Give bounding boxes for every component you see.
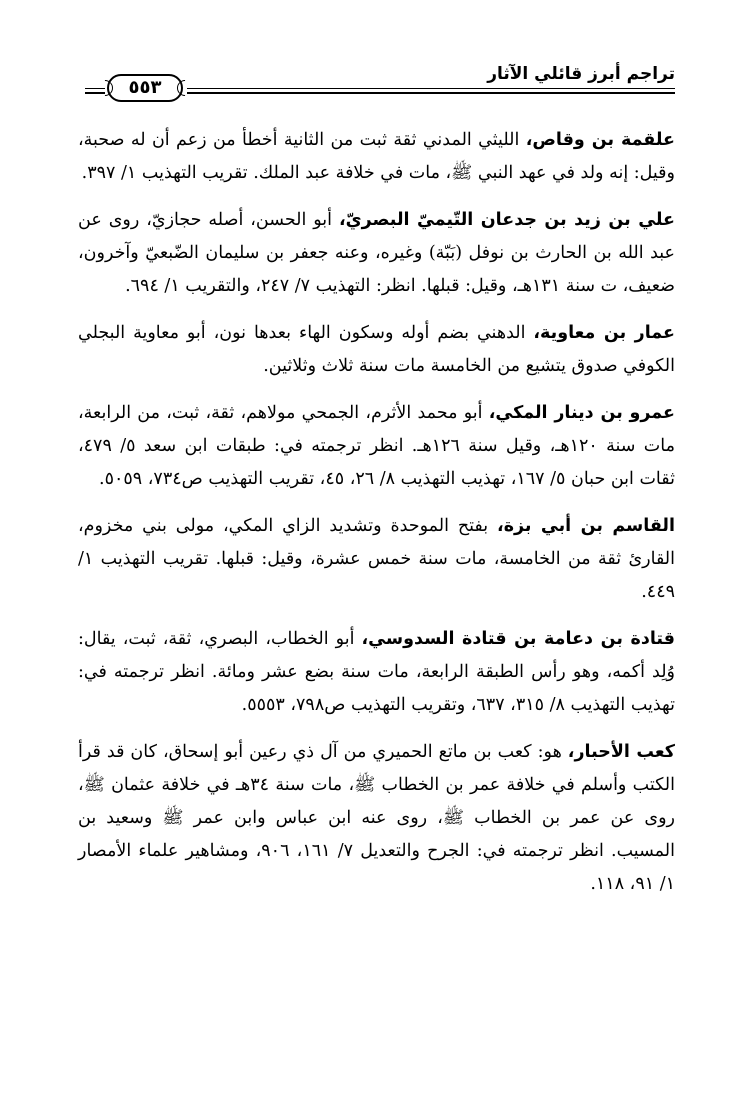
entry-name: علقمة بن وقاص، [525,130,675,150]
biography-entry [78,124,675,190]
entry-text: بفتح الموحدة وتشديد الزاي المكي، مولى بني مخزوم، القارئ ثقة من الخامسة، مات سنة خمس عشرة، وقيل: قبلها. تقريب التهذيب ١/ ٤٤٩. [78,516,675,602]
biography-list [78,124,675,915]
entry-name: علي بن زيد بن جدعان التّيميّ البصريّ، [338,210,675,230]
biography-entry [78,317,675,383]
entry-name: القاسم بن أبي بزة، [497,516,675,536]
entry-text: أبو الحسن، أصله حجازيّ، روى عن عبد الله بن الحارث بن نوفل (بَبّة) وغيره، وعنه جعفر بن سليمان الضّبعيّ وآخرون، ضعيف، ت سنة ١٣١هـ، وقيل: قبلها. انظر: التهذيب ٧/ ٢٤٧، والتقريب ١/ ٦٩٤. [78,210,675,296]
entry-text: أبو محمد الأثرم، الجمحي مولاهم، ثقة، ثبت، من الرابعة، مات سنة ١٢٠هـ، وقيل سنة ١٢٦هـ. انظر ترجمته في: طبقات ابن سعد ٥/ ٤٧٩، ثقات ابن حبان ٥/ ١٦٧، تهذيب التهذيب ٨/ ٢٦، ٤٥، تقريب التهذيب ص٧٣٤، ٥٠٥٩. [78,403,675,489]
entry-name: كعب الأحبار، [567,742,675,762]
biography-entry [78,397,675,496]
page-number: ٥٥٣ [128,77,162,98]
entry-name: عمرو بن دينار المكي، [488,403,675,423]
biography-entry [78,736,675,901]
entry-text: هو: كعب بن ماتع الحميري من آل ذي رعين أبو إسحاق، كان قد قرأ الكتب وأسلم في خلافة عمر بن الخطاب ﷺ، مات سنة ٣٤هـ في خلافة عثمان ﷺ، روى عن عمر بن الخطاب ﷺ، روى عنه ابن عباس وابن عمر ﷺ وسعيد بن المسيب. انظر ترجمته في: الجرح والتعديل ٧/ ١٦١، ٩٠٦، ومشاهير علماء الأمصار ١/ ٩١، ١١٨. [78,742,675,894]
header-rule [187,88,675,89]
entry-text: أبو الخطاب، البصري، ثقة، ثبت، يقال: وُلِد أكمه، وهو رأس الطبقة الرابعة، مات سنة بضع عشر ومائة. انظر ترجمته في: تهذيب التهذيب ٨/ ٣١٥، ٦٣٧، وتقريب التهذيب ص٧٩٨، ٥٥٥٣. [78,629,675,715]
header-rule [187,92,675,94]
biography-entry [78,204,675,303]
biography-entry [78,623,675,722]
entry-name: عمار بن معاوية، [533,323,675,343]
entry-text: الدهني بضم أوله وسكون الهاء بعدها نون، أبو معاوية البجلي الكوفي صدوق يتشيع من الخامسة مات سنة ثلاث وثلاثين. [78,323,675,376]
entry-text: الليثي المدني ثقة ثبت من الثانية أخطأ من زعم أن له صحبة، وقيل: إنه ولد في عهد النبي ﷺ، مات في خلافة عبد الملك. تقريب التهذيب ١/ ٣٩٧. [78,130,675,183]
entry-name: قتادة بن دعامة بن قتادة السدوسي، [361,629,675,649]
biography-entry [78,510,675,609]
page-header [85,60,675,104]
running-title: تراجم أبرز قائلي الآثار [487,64,675,84]
page-number-frame [107,74,183,102]
